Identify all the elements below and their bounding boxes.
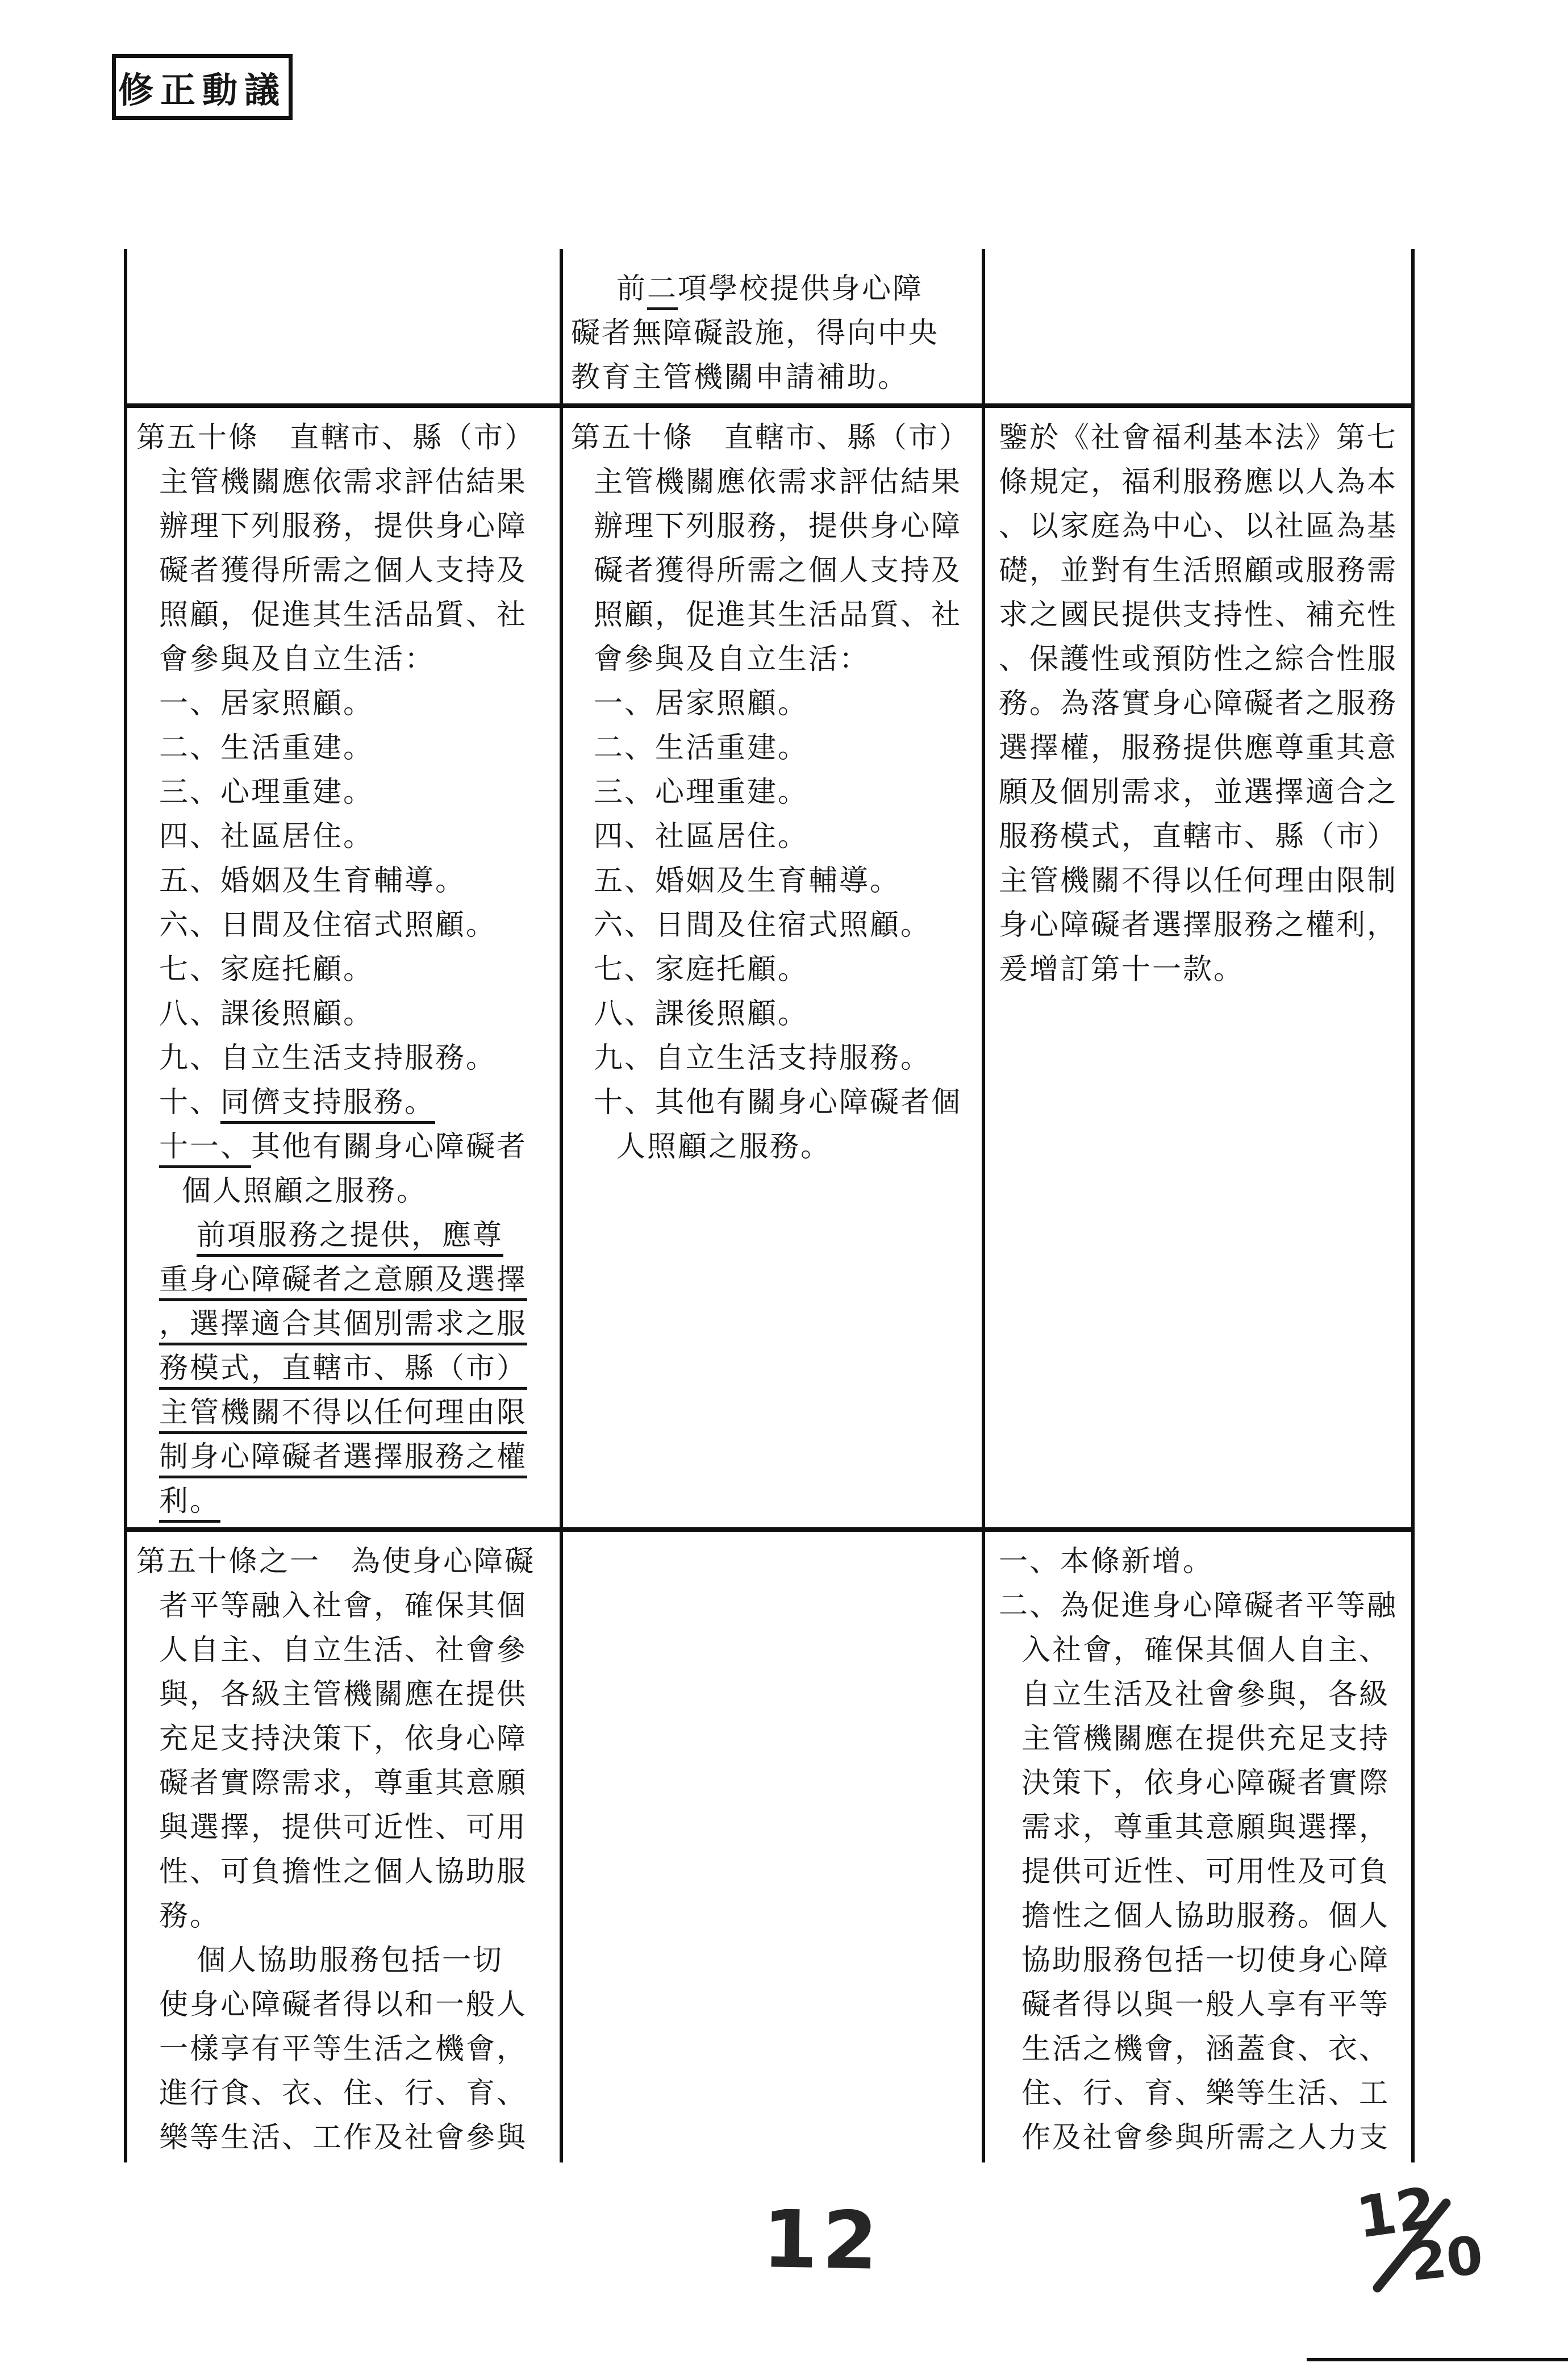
text-line bbox=[594, 1036, 977, 1081]
text-segment: 人自主、自立生活、社會參 bbox=[159, 1635, 528, 1666]
text-line bbox=[159, 726, 555, 770]
text-segment: 主管機關應依需求評估結果 bbox=[594, 466, 962, 498]
text-line bbox=[1021, 1894, 1407, 1939]
text-line bbox=[594, 992, 977, 1036]
text-line bbox=[159, 992, 555, 1036]
text-segment: 礙者實際需求，尊重其意願 bbox=[159, 1768, 528, 1799]
underlined-text: 同儕支持服務。 bbox=[220, 1087, 435, 1124]
text-segment: 選擇權，服務提供應尊重其意 bbox=[999, 732, 1398, 764]
text-line bbox=[594, 682, 977, 726]
text-segment: 五、婚姻及生育輔導。 bbox=[159, 865, 466, 897]
text-segment: 服務模式，直轄市、縣（市） bbox=[999, 821, 1398, 853]
text-line bbox=[159, 2116, 555, 2160]
text-line bbox=[594, 593, 977, 637]
text-segment: 一樣享有平等生活之機會， bbox=[159, 2034, 528, 2065]
text-segment: 提供可近性、可用性及可負 bbox=[1021, 1856, 1390, 1888]
text-line bbox=[159, 1258, 555, 1302]
text-segment: 進行食、衣、住、行、育、 bbox=[159, 2078, 528, 2110]
text-segment: 十、 bbox=[159, 1087, 221, 1119]
text-line bbox=[159, 1125, 555, 1169]
text-segment: 其他有關身心障礙者 bbox=[251, 1131, 528, 1163]
text-line bbox=[159, 903, 555, 948]
text-line bbox=[159, 1717, 555, 1761]
text-line bbox=[159, 505, 555, 549]
text-line bbox=[159, 593, 555, 637]
text-line bbox=[182, 1169, 555, 1214]
text-line bbox=[999, 1584, 1407, 1628]
current-article-50-cell bbox=[563, 408, 982, 1527]
text-line bbox=[159, 460, 555, 505]
text-line bbox=[999, 593, 1407, 637]
text-segment: 一、居家照顧。 bbox=[159, 688, 374, 720]
text-segment: 、以家庭為中心、以社區為基 bbox=[999, 511, 1398, 543]
underlined-text: 制身心障礙者選擇服務之權 bbox=[159, 1441, 527, 1478]
text-segment: 六、日間及住宿式照顧。 bbox=[594, 910, 932, 941]
text-segment: 擔性之個人協助服務。個人 bbox=[1021, 1901, 1390, 1932]
text-segment: 身心障礙者選擇服務之權利， bbox=[999, 910, 1398, 941]
text-line bbox=[159, 2072, 555, 2116]
text-line bbox=[1021, 1717, 1407, 1761]
underlined-text: 主管機關不得以任何理由限 bbox=[159, 1397, 527, 1434]
text-segment: 條規定，福利服務應以人為本 bbox=[999, 466, 1398, 498]
text-line bbox=[1021, 1806, 1407, 1850]
text-line bbox=[999, 682, 1407, 726]
text-segment: 作及社會參與所需之人力支 bbox=[1021, 2122, 1390, 2154]
text-segment: 第五十條 直轄市、縣（市） bbox=[571, 422, 970, 454]
text-line bbox=[159, 1036, 555, 1081]
text-segment: 三、心理重建。 bbox=[594, 777, 809, 809]
text-segment: 辦理下列服務，提供身心障 bbox=[159, 511, 528, 543]
text-segment: 個人照顧之服務。 bbox=[182, 1176, 428, 1207]
text-line bbox=[999, 948, 1407, 992]
amendment-cell-continued bbox=[127, 250, 560, 403]
text-segment: 決策下，依身心障礙者實際 bbox=[1021, 1768, 1390, 1799]
text-segment: 性、可負擔性之個人協助服 bbox=[159, 1856, 528, 1888]
text-segment: 協助服務包括一切使身心障 bbox=[1021, 1945, 1390, 1977]
text-line bbox=[159, 1480, 555, 1524]
text-segment: 與選擇，提供可近性、可用 bbox=[159, 1812, 528, 1844]
text-line bbox=[159, 948, 555, 992]
text-segment: 人照顧之服務。 bbox=[616, 1131, 832, 1163]
underlined-text: 前項服務之提供，應尊 bbox=[197, 1220, 503, 1257]
current-law-cell-continued bbox=[563, 250, 982, 403]
underlined-text: 重身心障礙者之意願及選擇 bbox=[159, 1264, 527, 1301]
text-line bbox=[159, 770, 555, 815]
text-line bbox=[571, 356, 977, 400]
text-segment: 七、家庭托顧。 bbox=[159, 954, 374, 986]
table-right-border bbox=[1411, 249, 1415, 2162]
text-segment: 入社會，確保其個人自主、 bbox=[1021, 1635, 1390, 1666]
text-segment: 第五十條之一 為使身心障礙 bbox=[136, 1546, 536, 1578]
text-segment: 前 bbox=[616, 273, 648, 305]
text-segment: 七、家庭托顧。 bbox=[594, 954, 809, 986]
text-line bbox=[159, 1435, 555, 1480]
text-line bbox=[136, 1540, 555, 1584]
text-segment: 務。為落實身心障礙者之服務 bbox=[999, 688, 1398, 720]
scan-edge-line bbox=[1307, 2358, 1568, 2361]
text-line bbox=[1021, 2072, 1407, 2116]
text-line bbox=[136, 416, 555, 460]
text-segment: 二、生活重建。 bbox=[594, 732, 809, 764]
handwritten-page-number: 12 bbox=[761, 2193, 883, 2288]
text-segment: 照顧，促進其生活品質、社 bbox=[159, 599, 528, 631]
text-line bbox=[1021, 1850, 1407, 1894]
text-line bbox=[159, 1347, 555, 1391]
text-line bbox=[159, 1391, 555, 1435]
text-line bbox=[999, 1540, 1407, 1584]
text-segment: 主管機關應依需求評估結果 bbox=[159, 466, 528, 498]
text-segment: 二、為促進身心障礙者平等融 bbox=[999, 1590, 1398, 1622]
text-segment: 礎，並對有生活照顧或服務需 bbox=[999, 555, 1398, 587]
text-line bbox=[594, 637, 977, 682]
text-line bbox=[159, 682, 555, 726]
text-line bbox=[594, 460, 977, 505]
text-segment: 四、社區居住。 bbox=[594, 821, 809, 853]
underlined-text: ，選擇適合其個別需求之服 bbox=[159, 1309, 527, 1345]
text-segment: 一、居家照顧。 bbox=[594, 688, 809, 720]
text-line bbox=[594, 815, 977, 859]
explanation-cell-continued bbox=[985, 250, 1411, 403]
text-segment: 充足支持決策下，依身心障 bbox=[159, 1723, 528, 1755]
text-segment: 個人協助服務包括一切 bbox=[197, 1945, 504, 1977]
text-line bbox=[159, 637, 555, 682]
text-segment: 會參與及自立生活： bbox=[159, 644, 436, 676]
text-segment: 求之國民提供支持性、補充性 bbox=[999, 599, 1398, 631]
text-segment: 八、課後照顧。 bbox=[159, 998, 374, 1030]
underlined-text: 務模式，直轄市、縣（市） bbox=[159, 1353, 527, 1390]
text-segment: 者平等融入社會，確保其個 bbox=[159, 1590, 528, 1622]
text-segment: 礙者獲得所需之個人支持及 bbox=[159, 555, 528, 587]
underlined-text: 十一、 bbox=[159, 1131, 251, 1168]
text-line bbox=[159, 1081, 555, 1125]
text-segment: 礙者無障礙設施，得向中央 bbox=[571, 318, 940, 349]
text-line bbox=[1021, 1983, 1407, 2027]
text-line bbox=[594, 770, 977, 815]
text-line bbox=[999, 859, 1407, 903]
text-line bbox=[1021, 1673, 1407, 1717]
text-line bbox=[1021, 1761, 1407, 1806]
text-line bbox=[159, 815, 555, 859]
text-line bbox=[999, 505, 1407, 549]
text-segment: 生活之機會，涵蓋食、衣、 bbox=[1021, 2034, 1390, 2065]
text-segment: 使身心障礙者得以和一般人 bbox=[159, 1989, 528, 2021]
text-line bbox=[594, 903, 977, 948]
text-line bbox=[159, 2027, 555, 2072]
text-line bbox=[159, 1761, 555, 1806]
text-segment: 第五十條 直轄市、縣（市） bbox=[136, 422, 536, 454]
text-line bbox=[1021, 2116, 1407, 2160]
text-line bbox=[999, 770, 1407, 815]
text-segment: 住、行、育、樂等生活、工 bbox=[1021, 2078, 1390, 2110]
text-segment: 樂等生活、工作及社會參與 bbox=[159, 2122, 528, 2154]
text-line bbox=[197, 1214, 555, 1258]
text-segment: 九、自立生活支持服務。 bbox=[594, 1043, 932, 1074]
text-segment: 教育主管機關申請補助。 bbox=[571, 362, 909, 394]
amendment-motion-stamp: 修正動議 bbox=[112, 54, 293, 120]
text-line bbox=[616, 1125, 977, 1169]
fraction-numerator: 12 bbox=[1352, 2174, 1440, 2252]
underlined-text: 二 bbox=[647, 273, 678, 310]
text-segment: 自立生活及社會參與，各級 bbox=[1021, 1679, 1390, 1711]
text-segment: 、保護性或預防性之綜合性服 bbox=[999, 644, 1398, 676]
text-segment: 項學校提供身心障 bbox=[678, 273, 924, 305]
explanation-article-50-1-cell bbox=[985, 1532, 1411, 2162]
text-segment: 五、婚姻及生育輔導。 bbox=[594, 865, 901, 897]
text-line bbox=[159, 1584, 555, 1628]
text-line bbox=[571, 311, 977, 356]
text-line bbox=[1021, 2027, 1407, 2072]
text-line bbox=[594, 549, 977, 593]
text-line bbox=[594, 726, 977, 770]
text-line bbox=[999, 460, 1407, 505]
text-segment: 願及個別需求，並選擇適合之 bbox=[999, 777, 1398, 809]
text-line bbox=[999, 416, 1407, 460]
text-segment: 辦理下列服務，提供身心障 bbox=[594, 511, 962, 543]
text-line bbox=[159, 1806, 555, 1850]
text-line bbox=[159, 549, 555, 593]
text-line bbox=[999, 549, 1407, 593]
text-segment: 務。 bbox=[159, 1901, 221, 1932]
text-line bbox=[571, 416, 977, 460]
text-line bbox=[159, 1894, 555, 1939]
text-line bbox=[159, 859, 555, 903]
current-article-50-1-cell bbox=[563, 1532, 982, 2162]
text-segment: 六、日間及住宿式照顧。 bbox=[159, 910, 497, 941]
text-segment: 十、其他有關身心障礙者個 bbox=[594, 1087, 962, 1119]
fraction-denominator: 20 bbox=[1407, 2224, 1486, 2293]
text-line bbox=[159, 1983, 555, 2027]
text-segment: 八、課後照顧。 bbox=[594, 998, 809, 1030]
text-line bbox=[1021, 1939, 1407, 1983]
text-line bbox=[999, 815, 1407, 859]
text-line bbox=[159, 1850, 555, 1894]
text-segment: 礙者得以與一般人享有平等 bbox=[1021, 1989, 1390, 2021]
text-line bbox=[594, 505, 977, 549]
row2-row3-divider bbox=[124, 1527, 1415, 1532]
underlined-text: 利。 bbox=[159, 1486, 220, 1523]
text-segment: 主管機關不得以任何理由限制 bbox=[999, 865, 1398, 897]
text-line bbox=[594, 948, 977, 992]
text-line bbox=[594, 1081, 977, 1125]
text-line bbox=[159, 1628, 555, 1673]
text-segment: 一、本條新增。 bbox=[999, 1546, 1214, 1578]
text-segment: 爰增訂第十一款。 bbox=[999, 954, 1245, 986]
amendment-article-50-cell bbox=[127, 408, 560, 1527]
text-segment: 主管機關應在提供充足支持 bbox=[1021, 1723, 1390, 1755]
text-segment: 二、生活重建。 bbox=[159, 732, 374, 764]
text-line bbox=[159, 1673, 555, 1717]
text-line bbox=[159, 1302, 555, 1347]
text-segment: 會參與及自立生活： bbox=[594, 644, 870, 676]
text-segment: 鑒於《社會福利基本法》第七 bbox=[999, 422, 1398, 454]
text-line bbox=[197, 1939, 555, 1983]
text-line bbox=[999, 637, 1407, 682]
text-line bbox=[1021, 1628, 1407, 1673]
text-segment: 四、社區居住。 bbox=[159, 821, 374, 853]
text-segment: 九、自立生活支持服務。 bbox=[159, 1043, 497, 1074]
text-segment: 礙者獲得所需之個人支持及 bbox=[594, 555, 962, 587]
text-segment: 照顧，促進其生活品質、社 bbox=[594, 599, 962, 631]
text-segment: 需求，尊重其意願與選擇， bbox=[1021, 1812, 1390, 1844]
text-line bbox=[616, 267, 977, 311]
amendment-article-50-1-cell bbox=[127, 1532, 560, 2162]
text-segment: 與，各級主管機關應在提供 bbox=[159, 1679, 528, 1711]
explanation-article-50-cell bbox=[985, 408, 1411, 1527]
text-line bbox=[594, 859, 977, 903]
text-line bbox=[999, 903, 1407, 948]
row1-row2-divider bbox=[124, 403, 1415, 408]
text-segment: 三、心理重建。 bbox=[159, 777, 374, 809]
text-line bbox=[999, 726, 1407, 770]
